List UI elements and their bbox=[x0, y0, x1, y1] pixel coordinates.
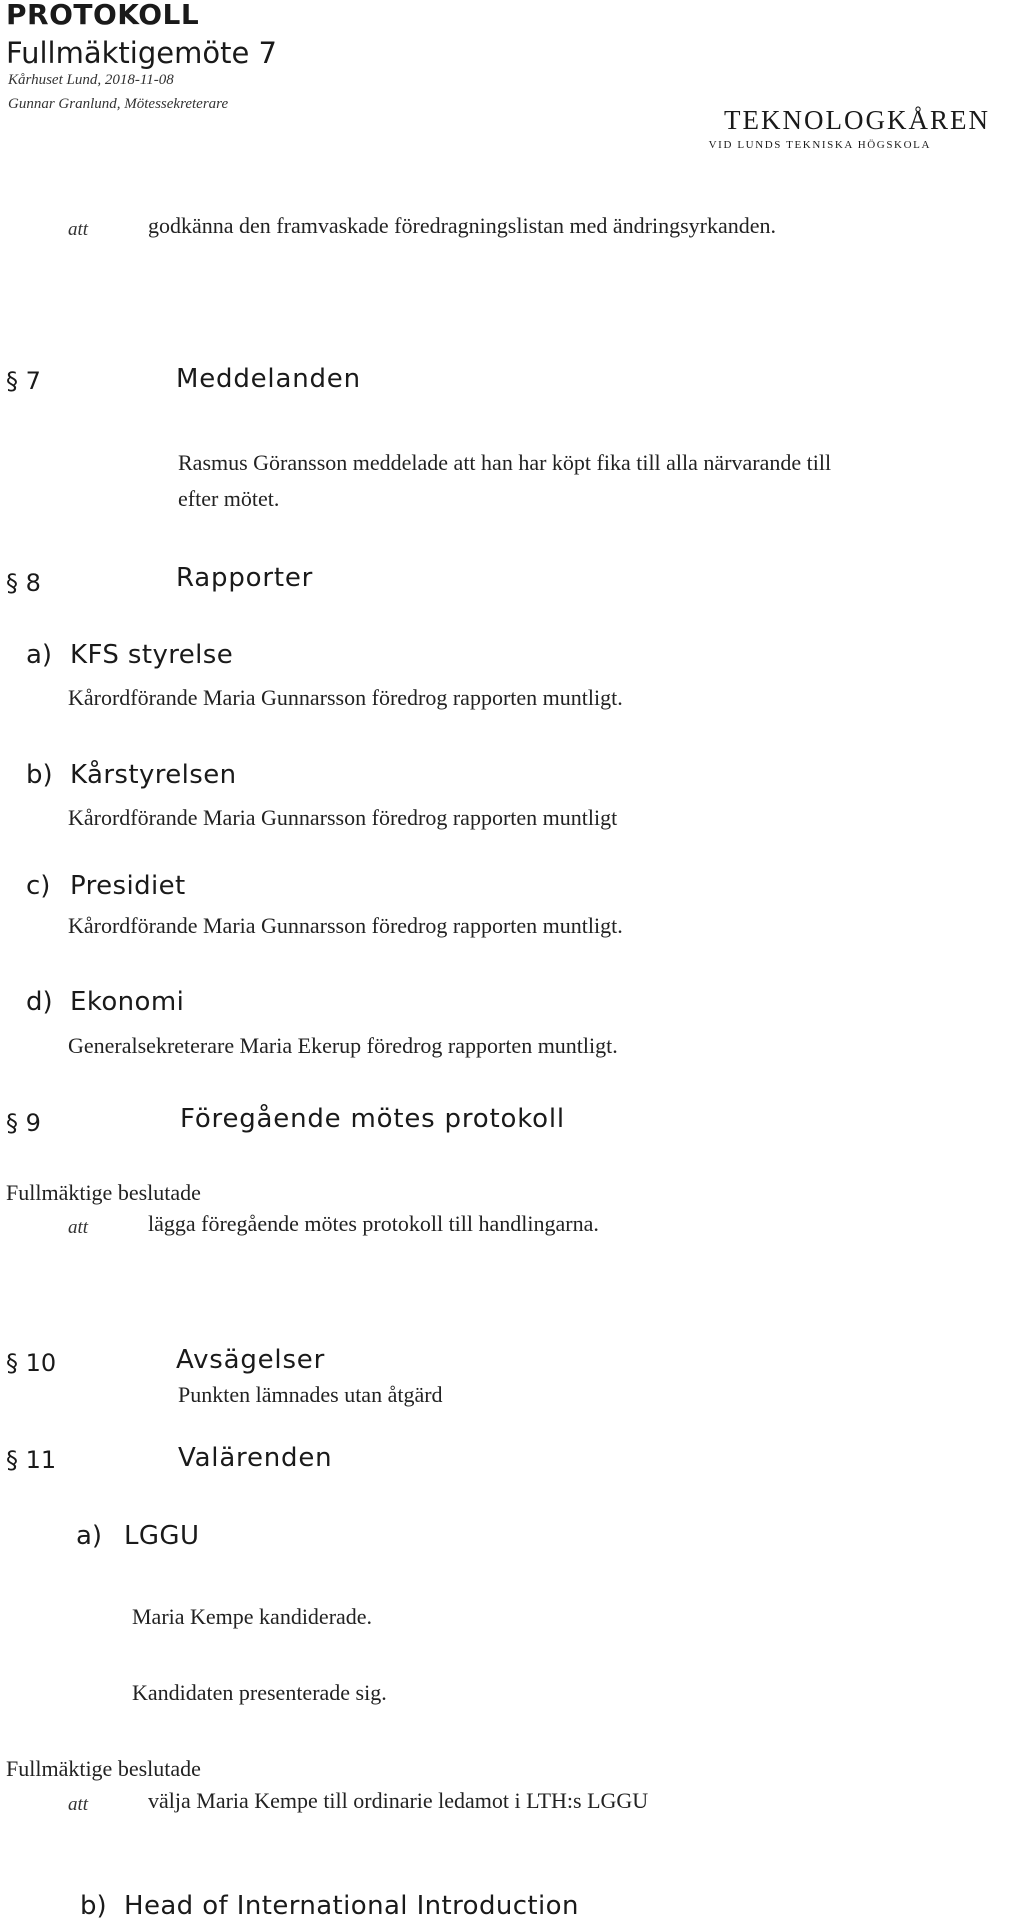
subsection-letter: b) bbox=[80, 1891, 107, 1921]
subsection-letter: a) bbox=[76, 1521, 103, 1551]
section-number: § 9 bbox=[6, 1109, 41, 1137]
subsection-text: Maria Kempe kandiderade. bbox=[132, 1604, 373, 1629]
decided-text: Fullmäktige beslutade bbox=[6, 1756, 201, 1781]
section-title: Föregående mötes protokoll bbox=[180, 1104, 565, 1134]
section-title: Meddelanden bbox=[176, 364, 361, 394]
section-title: Valärenden bbox=[178, 1443, 333, 1473]
meeting-secretary: Gunnar Granlund, Mötessekreterare bbox=[8, 96, 229, 112]
att-label: att bbox=[68, 1217, 89, 1238]
section-title: Avsägelser bbox=[176, 1345, 326, 1375]
subsection-title: Presidiet bbox=[70, 871, 186, 901]
subsection-title: Ekonomi bbox=[70, 987, 185, 1017]
section-number: § 10 bbox=[6, 1349, 57, 1377]
decided-text: Fullmäktige beslutade bbox=[6, 1180, 201, 1205]
place-date: Kårhuset Lund, 2018-11-08 bbox=[8, 72, 174, 88]
decision-text: godkänna den framvaskade föredragningslistan med ändringsyrkanden. bbox=[148, 213, 777, 238]
decision-text: lägga föregående mötes protokoll till handlingarna. bbox=[148, 1211, 599, 1236]
subsection-letter: b) bbox=[26, 760, 53, 790]
org-logo-name: TEKNOLOGKÅREN bbox=[724, 105, 990, 135]
subsection-letter: c) bbox=[26, 871, 51, 901]
subsection-text: Kårordförande Maria Gunnarsson föredrog rapporten muntligt. bbox=[68, 913, 623, 938]
section-title: Rapporter bbox=[176, 563, 314, 593]
protocol-title: PROTOKOLL bbox=[6, 0, 200, 31]
subsection-title: KFS styrelse bbox=[70, 640, 234, 670]
subsection-text: Kårordförande Maria Gunnarsson föredrog rapporten muntligt. bbox=[68, 685, 623, 710]
att-label: att bbox=[68, 219, 89, 240]
subsection-text: Kårordförande Maria Gunnarsson föredrog rapporten muntligt bbox=[68, 805, 618, 830]
subsection-text: Generalsekreterare Maria Ekerup föredrog rapporten muntligt. bbox=[68, 1033, 618, 1058]
section-text: Rasmus Göransson meddelade att han har köpt fika till alla närvarande till bbox=[178, 450, 832, 475]
subsection-title: LGGU bbox=[124, 1521, 200, 1551]
section-number: § 11 bbox=[6, 1446, 57, 1474]
section-text: Punkten lämnades utan åtgärd bbox=[178, 1382, 443, 1407]
decision-text: välja Maria Kempe till ordinarie ledamot i LTH:s LGGU bbox=[148, 1788, 649, 1813]
section-number: § 7 bbox=[6, 367, 41, 395]
subsection-letter: d) bbox=[26, 987, 53, 1017]
section-text: efter mötet. bbox=[178, 486, 280, 511]
subsection-title: Kårstyrelsen bbox=[70, 760, 237, 790]
subsection-title: Head of International Introduction bbox=[124, 1891, 579, 1921]
meeting-title: Fullmäktigemöte 7 bbox=[6, 36, 277, 70]
section-number: § 8 bbox=[6, 569, 41, 597]
att-label: att bbox=[68, 1794, 89, 1815]
subsection-text: Kandidaten presenterade sig. bbox=[132, 1680, 387, 1705]
subsection-letter: a) bbox=[26, 640, 53, 670]
org-logo-subtitle: VID LUNDS TEKNISKA HÖGSKOLA bbox=[708, 139, 931, 151]
